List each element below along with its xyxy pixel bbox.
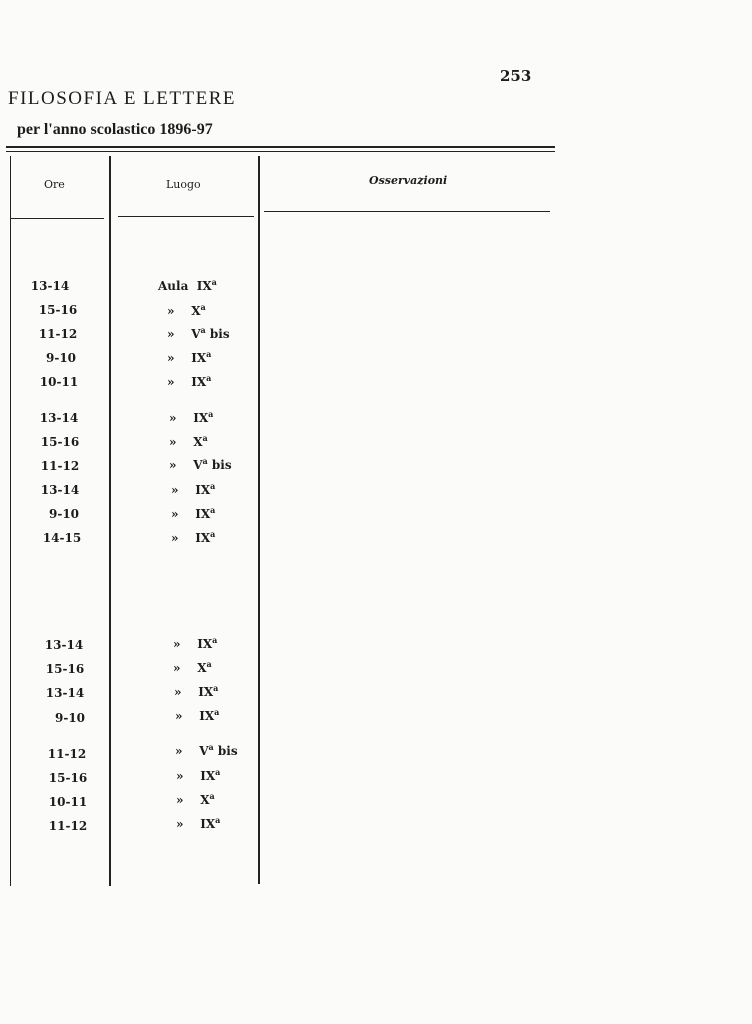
cell-luogo <box>176 815 220 831</box>
cell-ore: 15-16 <box>40 435 80 449</box>
cell-ore: 13-14 <box>44 638 84 652</box>
cell-room-sup: a <box>202 456 208 466</box>
cell-room-sup: a <box>209 791 215 801</box>
cell-luogo <box>173 635 217 651</box>
cell-luogo-prefix: » <box>167 304 175 318</box>
cell-room-sup: a <box>211 277 217 287</box>
cell-room: IX <box>196 279 212 293</box>
cell-luogo <box>175 742 238 758</box>
page-title: FILOSOFIA E LETTERE <box>8 88 236 109</box>
cell-ore: 13-14 <box>30 279 70 293</box>
cell-luogo-prefix: » <box>175 709 183 723</box>
cell-luogo-prefix: » <box>171 531 179 545</box>
cell-luogo-prefix: Aula <box>158 279 189 293</box>
column-divider-left <box>10 156 11 886</box>
cell-room: IX <box>191 375 207 389</box>
cell-room: V <box>193 458 203 472</box>
cell-luogo-prefix: » <box>173 637 181 651</box>
cell-room: X <box>193 435 203 449</box>
cell-room-sup: a <box>210 481 216 491</box>
cell-room-sup: a <box>208 409 214 419</box>
column-divider-ore-luogo <box>109 156 111 886</box>
cell-room: V <box>199 744 209 758</box>
cell-room-sup: a <box>208 742 214 752</box>
cell-ore: 13-14 <box>45 686 85 700</box>
cell-room-sup: a <box>215 767 221 777</box>
cell-luogo-prefix: » <box>169 435 177 449</box>
cell-room: IX <box>193 411 209 425</box>
cell-room-sup: a <box>206 349 212 359</box>
cell-room-suffix: bis <box>205 327 230 341</box>
page-subtitle: per l'anno scolastico 1896-97 <box>17 121 213 138</box>
cell-ore: 11-12 <box>38 327 78 341</box>
cell-room-sup: a <box>200 325 206 335</box>
cell-room-sup: a <box>213 683 219 693</box>
cell-luogo-prefix: » <box>167 375 175 389</box>
cell-luogo <box>169 433 208 449</box>
cell-ore: 9-10 <box>54 711 86 725</box>
cell-ore: 15-16 <box>38 303 78 317</box>
cell-room: IX <box>200 769 216 783</box>
cell-ore: 14-15 <box>42 531 82 545</box>
cell-luogo <box>176 767 220 783</box>
cell-room: X <box>191 304 201 318</box>
cell-room-sup: a <box>210 529 216 539</box>
cell-ore: 15-16 <box>48 771 88 785</box>
cell-luogo <box>167 325 230 341</box>
cell-luogo <box>174 683 218 699</box>
cell-room-sup: a <box>206 659 212 669</box>
cell-room-sup: a <box>200 302 206 312</box>
cell-ore: 9-10 <box>48 507 80 521</box>
cell-room-sup: a <box>210 505 216 515</box>
cell-room-sup: a <box>215 815 221 825</box>
cell-luogo-prefix: » <box>171 507 179 521</box>
cell-room: IX <box>195 507 211 521</box>
header-underline-luogo <box>118 216 254 217</box>
cell-ore: 13-14 <box>39 411 79 425</box>
header-luogo: Luogo <box>166 178 201 191</box>
cell-room: IX <box>195 483 211 497</box>
cell-room: IX <box>198 685 214 699</box>
cell-luogo-prefix: » <box>167 351 175 365</box>
cell-luogo-prefix: » <box>173 661 181 675</box>
cell-room: V <box>191 327 201 341</box>
cell-luogo <box>167 349 211 365</box>
cell-ore: 13-14 <box>40 483 80 497</box>
cell-ore: 11-12 <box>47 747 87 761</box>
cell-luogo <box>175 707 219 723</box>
cell-room-sup: a <box>202 433 208 443</box>
cell-luogo <box>171 505 215 521</box>
cell-luogo <box>171 529 215 545</box>
cell-luogo-prefix: » <box>171 483 179 497</box>
cell-luogo-prefix: » <box>169 411 177 425</box>
cell-luogo <box>173 659 212 675</box>
cell-luogo-prefix: » <box>174 685 182 699</box>
cell-ore: 11-12 <box>40 459 80 473</box>
cell-ore: 10-11 <box>48 795 88 809</box>
header-underline-ore <box>10 218 104 219</box>
cell-room: X <box>197 661 207 675</box>
cell-room-sup: a <box>212 635 218 645</box>
cell-ore: 11-12 <box>48 819 88 833</box>
cell-luogo <box>169 456 232 472</box>
cell-room: X <box>200 793 210 807</box>
top-rule-thin <box>6 151 555 152</box>
page-number: 253 <box>500 67 532 85</box>
cell-luogo-prefix: » <box>169 458 177 472</box>
header-osservazioni: Osservazioni <box>369 174 448 187</box>
cell-room-suffix: bis <box>207 458 232 472</box>
cell-room: IX <box>197 637 213 651</box>
header-ore: Ore <box>44 178 65 191</box>
cell-room-sup: a <box>214 707 220 717</box>
cell-luogo-prefix: » <box>176 793 184 807</box>
column-divider-luogo-oss <box>258 156 260 884</box>
cell-luogo-prefix: » <box>175 744 183 758</box>
cell-ore: 9-10 <box>45 351 77 365</box>
cell-luogo <box>171 481 215 497</box>
cell-room: IX <box>199 709 215 723</box>
cell-ore: 15-16 <box>45 662 85 676</box>
cell-room-sup: a <box>206 373 212 383</box>
cell-ore: 10-11 <box>39 375 79 389</box>
cell-luogo-prefix: » <box>167 327 175 341</box>
cell-luogo <box>167 373 211 389</box>
cell-room: IX <box>195 531 211 545</box>
cell-luogo-prefix: » <box>176 817 184 831</box>
cell-luogo <box>169 409 213 425</box>
cell-luogo <box>158 277 217 293</box>
cell-luogo-prefix: » <box>176 769 184 783</box>
cell-room-suffix: bis <box>213 744 238 758</box>
cell-luogo <box>167 302 206 318</box>
cell-room: IX <box>191 351 207 365</box>
top-rule <box>6 146 555 148</box>
cell-room: IX <box>200 817 216 831</box>
cell-luogo <box>176 791 215 807</box>
header-underline-oss <box>264 211 550 212</box>
